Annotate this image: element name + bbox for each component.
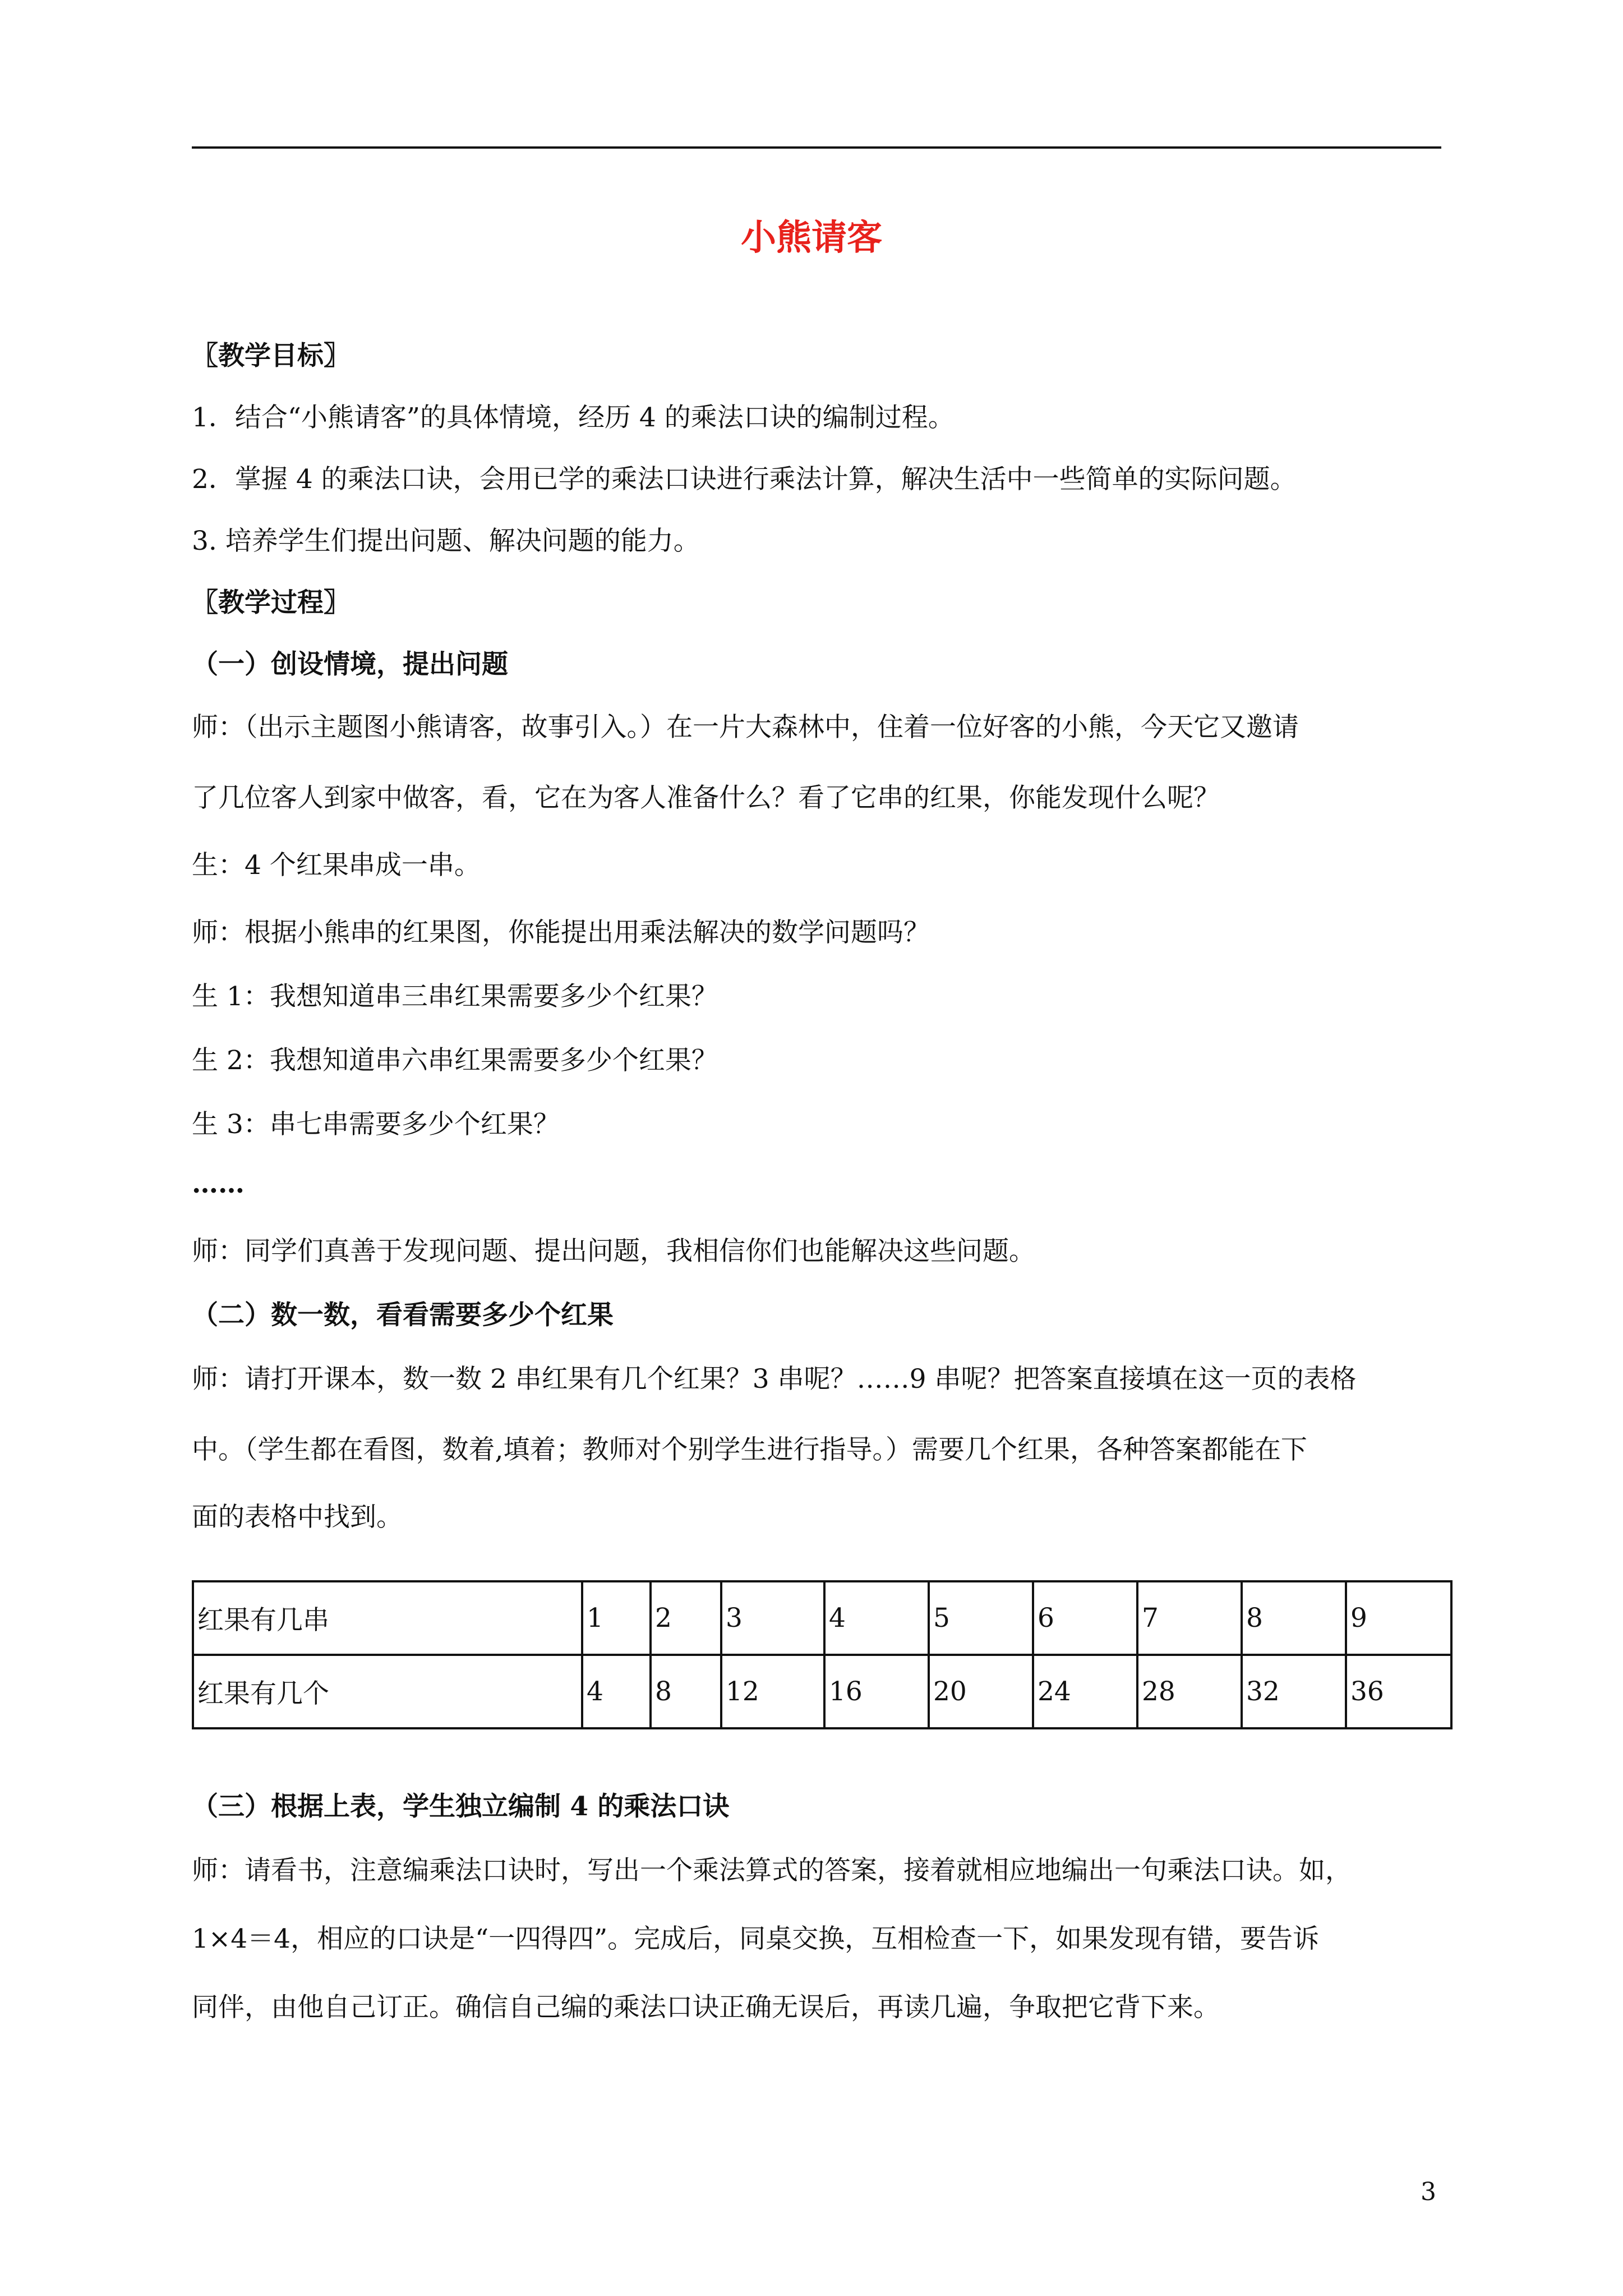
- goal-3: 3. 培养学生们提出问题、解决问题的能力。: [192, 526, 700, 556]
- paragraph-line: 生 2：我想知道串六串红果需要多少个红果？: [192, 1045, 718, 1076]
- page-title: 小熊请客: [741, 217, 882, 258]
- table-cell: 28: [1137, 1655, 1242, 1728]
- table-cell: 6: [1033, 1581, 1137, 1655]
- table-cell: 8: [1242, 1581, 1346, 1655]
- section-heading-teaching-process: 〖教学过程〗: [192, 587, 350, 618]
- paragraph-line: 1×4＝4，相应的口诀是“一四得四”。完成后，同桌交换，互相检查一下，如果发现有错，要告诉: [192, 1924, 1320, 1954]
- paragraph-line: 生 3：串七串需要多少个红果？: [192, 1109, 560, 1140]
- subheading-1: （一）创设情境，提出问题: [192, 649, 508, 680]
- table-cell: 8: [651, 1655, 721, 1728]
- table-cell: 9: [1346, 1581, 1451, 1655]
- paragraph-line: 师：请打开课本，数一数 2 串红果有几个红果？3 串呢？……9 串呢？把答案直接填在这一页的表格: [192, 1364, 1357, 1395]
- paragraph-line: 师：同学们真善于发现问题、提出问题，我相信你们也能解决这些问题。: [192, 1236, 1035, 1267]
- paragraph-line: 师：请看书，注意编乘法口诀时，写出一个乘法算式的答案，接着就相应地编出一句乘法口诀。如，: [192, 1855, 1352, 1886]
- table-cell: 20: [929, 1655, 1033, 1728]
- table-row: [193, 1655, 1451, 1728]
- table-cell: 红果有几个: [193, 1655, 582, 1728]
- table-cell: 16: [824, 1655, 929, 1728]
- section-heading-teaching-goals: 〖教学目标〗: [192, 341, 350, 371]
- table-cell: 7: [1137, 1581, 1242, 1655]
- paragraph-line: 师：（出示主题图小熊请客，故事引入。）在一片大森林中，住着一位好客的小熊，今天它又邀请: [192, 712, 1299, 743]
- table-cell: 4: [582, 1655, 651, 1728]
- table-cell: 3: [721, 1581, 824, 1655]
- header-rule: [192, 146, 1441, 149]
- subheading-3: （三）根据上表，学生独立编制 4 的乘法口诀: [192, 1791, 730, 1822]
- table-cell: 36: [1346, 1655, 1451, 1728]
- subheading-2: （二）数一数，看看需要多少个红果: [192, 1300, 614, 1331]
- goal-1: 1．结合“小熊请客”的具体情境，经历 4 的乘法口诀的编制过程。: [192, 402, 955, 433]
- paragraph-line: 同伴，由他自己订正。确信自己编的乘法口诀正确无误后，再读几遍，争取把它背下来。: [192, 1992, 1220, 2023]
- paragraph-line: 生 1：我想知道串三串红果需要多少个红果？: [192, 981, 718, 1012]
- paragraph-line: 面的表格中找到。: [192, 1502, 403, 1533]
- table-cell: 红果有几串: [193, 1581, 582, 1655]
- page-number: 3: [1421, 2178, 1436, 2206]
- fruit-count-table: [192, 1580, 1453, 1729]
- table-cell: 24: [1033, 1655, 1137, 1728]
- table-cell: 4: [824, 1581, 929, 1655]
- table-cell: 12: [721, 1655, 824, 1728]
- paragraph-line: 了几位客人到家中做客，看，它在为客人准备什么？看了它串的红果，你能发现什么呢？: [192, 783, 1220, 813]
- paragraph-line: 中。（学生都在看图，数着,填着；教师对个别学生进行指导。）需要几个红果，各种答案都能在下: [192, 1434, 1307, 1465]
- paragraph-line: 生：4 个红果串成一串。: [192, 850, 481, 881]
- goal-2: 2．掌握 4 的乘法口诀，会用已学的乘法口诀进行乘法计算，解决生活中一些简单的实际问题。: [192, 464, 1297, 495]
- paragraph-line: 师：根据小熊串的红果图，你能提出用乘法解决的数学问题吗？: [192, 917, 930, 948]
- table-cell: 1: [582, 1581, 651, 1655]
- table-cell: 2: [651, 1581, 721, 1655]
- table-cell: 32: [1242, 1655, 1346, 1728]
- table-cell: 5: [929, 1581, 1033, 1655]
- ellipsis-line: ……: [192, 1168, 245, 1199]
- table-row: [193, 1581, 1451, 1655]
